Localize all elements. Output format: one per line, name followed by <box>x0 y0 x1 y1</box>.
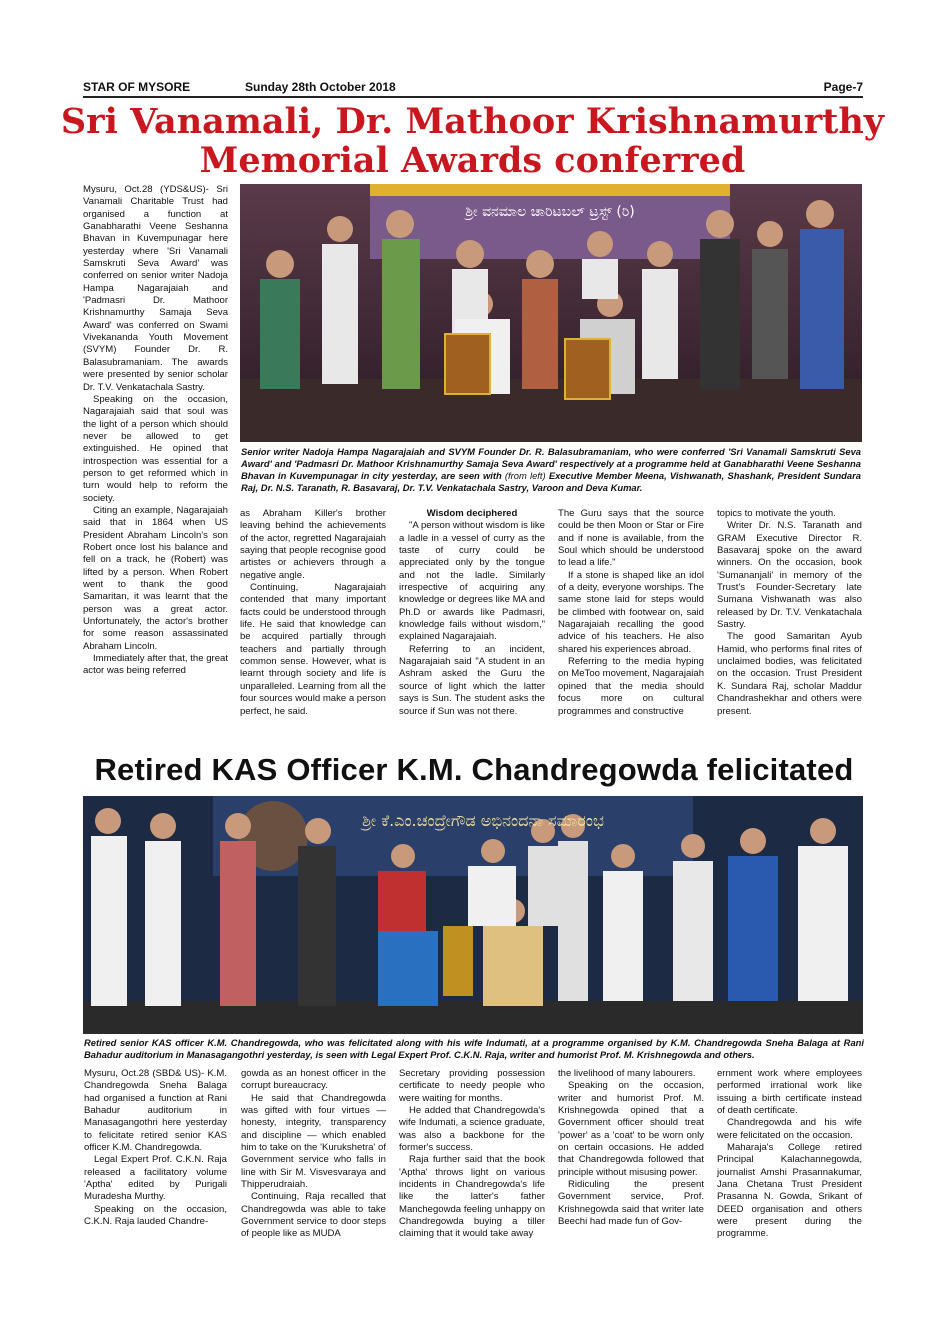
story1-para: If a stone is shaped like an idol of a deity, everyone worships. The same stone laid for steps would be climbed with footwear on, said Nagarajaiah recalling the good advice of his teachers. He also shared his experiences abroad. <box>558 569 704 655</box>
story2-para: Chandregowda and his wife were felicitated on the occasion. <box>717 1117 862 1141</box>
story2-para: He added that Chandregowda's wife Indumati, a science graduate, was also a backbone for the former's success. <box>399 1105 545 1154</box>
story2-para: ernment work where employees performed irrational work like issuing a birth certificate instead of death certificate. <box>717 1068 862 1117</box>
story2-column-5 <box>717 1068 862 1241</box>
story2-para: Mysuru, Oct.28 (SBD& US)- K.M. Chandregowda Sneha Balaga had organised a function at Rani Bahadur auditorium in Manasagangothri here yesterday to felicitate retired senior KAS officer K.M. Chandregowda. <box>84 1068 227 1154</box>
paper-name: STAR OF MYSORE <box>83 80 191 94</box>
story1-lead-para: Immediately after that, the great actor was being referred <box>83 653 228 677</box>
story1-lead-para: Mysuru, Oct.28 (YDS&US)- Sri Vanamali Charitable Trust had organised a function at Ganabharathi Veene Seshanna Bhavan in Kuvempunagar here yesterday where 'Sri Vanamali Samskruti Seva Award' was conferred on senior writer Nadoja Hampa Nagarajaiah and 'Padmasri Dr. Mathoor Krishnamurthy Samaja Seva Award' was conferred on Swami Vivekananda Youth Movement (SVYM) Founder Dr. R. Balasubramaniam. The awards were presented by senior scholar Dr. T.V. Venkatachala Sastry. <box>83 184 228 393</box>
story2-para: gowda as an honest officer in the corrupt bureaucracy. <box>241 1068 386 1092</box>
caption-part: Senior writer Nadoja Hampa Nagarajaiah and SVYM Founder Dr. R. Balasubramaniam, who were conferred 'Sri Vanamali Samskruti Seva Award' and 'Padmasri Dr. Mathoor Krishnamurthy Samaja Seva Award' respectively at a programme held at Ganabharathi Veene Seshanna Bhavan in Kuvempunagar in city yesterday, are seen with <box>241 446 861 482</box>
story2-para: the livelihood of many labourers. <box>558 1068 696 1079</box>
caption-part: Executive Member Meena, Vishwanath, Shashank, President Sundara Raj, Dr. N.S. Taranath, R. Basavaraj, Dr. T.V. Venkatachala Sastry, Varoon and Deva Kumar. <box>241 470 861 494</box>
story2-para: Speaking on the occasion, writer and humorist Prof. M. Krishnegowda opined that a Government officer should treat 'power' as a 'coat' to be worn only on certain occasions. He added that Chandregowda followed that principle without misusing power. <box>558 1080 704 1178</box>
story2-column-3 <box>399 1068 545 1241</box>
story1-para: Referring to an incident, Nagarajaiah said "A student in an Ashram asked the Guru the source of light which the latter says is Sun. The student asks the source if Sun was not there. <box>399 643 545 717</box>
story1-para: topics to motivate the youth. <box>717 508 836 519</box>
story1-para: The Guru says that the source could be then Moon or Star or Fire and if none is available, from the Soul which should be understood to lead a life." <box>558 508 704 569</box>
story1-para: as Abraham Killer's brother leaving behind the achievements of the actor, regretted Nagarajaiah saying that people recognise good artistes or achievers through a negative angle. <box>240 508 386 581</box>
story1-para: Referring to the media hyping on MeToo movement, Nagarajaiah opined that the media should focus more on cultural programmes and constructive <box>558 656 704 717</box>
story2-headline: Retired KAS Officer K.M. Chandregowda felicitated <box>94 752 854 787</box>
story2-para: Secretary providing possession certificate to needy people who were waiting for months. <box>399 1068 545 1104</box>
story2-para: Ridiculing the present Government service, Prof. Krishnegowda said that writer late Beechi had made fun of Gov- <box>558 1179 704 1228</box>
story1-para: The good Samaritan Ayub Hamid, who performs final rites of unclaimed bodies, was felicitated on the occasion. Trust President K. Sundara Raj, scholar Maddur Chandrashekhar and others were present. <box>717 631 862 717</box>
story2-para: Raja further said that the book 'Aptha' throws light on various incidents in Chandregowda's life like the latter's father Manchegowda feeling unhappy on Chandregowda buying a tiller claiming that it would take away <box>399 1154 545 1240</box>
story2-para: Continuing, Raja recalled that Chandregowda was able to take Government service to door steps of people like as MUDA <box>241 1191 386 1240</box>
story1-award-photo <box>240 184 862 442</box>
story2-column-1 <box>84 1068 227 1228</box>
story1-para: "A person without wisdom is like a ladle in a vessel of curry as the taste of curry could be appreciated only by the tongue and not the ladle. Similarly irrespective of acquiring any knowledge or degrees like MA and Ph.D or awards like Padmasri, knowledge fails without wisdom," explained Nagarajaiah. <box>399 520 545 643</box>
story1-lead-column <box>83 184 228 678</box>
page-number: Page-7 <box>823 80 863 94</box>
story2-para: Maharaja's College retired Principal Kalachannegowda, journalist Amshi Prasannakumar, Jana Chetana Trust President Prasanna N. Gowda, Srikant of DEED organisation and others were present during the programme. <box>717 1142 862 1240</box>
caption-from-left: (from left) <box>504 470 546 482</box>
issue-date: Sunday 28th October 2018 <box>245 80 396 94</box>
story1-lead-para: Citing an example, Nagarajaiah said that in 1864 when US President Abraham Lincoln's son Robert once lost his balance and fell on a track, he (Robert) was lifted by a person. When Robert went to thank the good Samaritan, it was learnt that the person was a great actor. Unfortunately, the actor's brother for some reason assassinated Abraham Lincoln. <box>83 504 228 652</box>
story2-photo-caption: Retired senior KAS officer K.M. Chandregowda, who was felicitated along with his wife Indumati, at a programme organised by K.M. Chandregowda Sneha Balaga at Rani Bahadur auditorium in Manasagangothri yesterday, is seen with Legal Expert Prof. C.K.N. Raja, writer and humorist Prof. M. Krishnegowda and others. <box>84 1037 864 1061</box>
story1-photo-caption <box>241 446 861 494</box>
story1-column-2 <box>240 508 386 718</box>
story1-headline-line1: Sri Vanamali, Dr. Mathoor Krishnamurthy <box>60 101 885 142</box>
story2-banner-text: ಶ್ರೀ ಕೆ.ಎಂ.ಚಂದ್ರೇಗೌಡ ಅಭಿನಂದನಾ ಸಮಾರಂಭ <box>362 811 604 830</box>
story2-felicitation-photo <box>83 796 863 1034</box>
story1-para: Writer Dr. N.S. Taranath and GRAM Executive Director R. Basavaraj spoke on the award winners. On the occasion, book 'Sumananjali' in memory of the Trust's Founder-Secretary late Sumana Vishwanath was also released by Dr. T.V. Venkatachala Sastry. <box>717 520 862 631</box>
story1-para: Continuing, Nagarajaiah contended that many important facts could be understood through life. He said that knowledge can be acquired partially through teachers and partially through common sense. However, what is learnt through society and life is unparalleled. Learning from all the four sources would make a person perfect, he said. <box>240 582 386 717</box>
story1-banner-text: ಶ್ರೀ ವನಮಾಲ ಚಾರಿಟಬಲ್ ಟ್ರಸ್ಟ್ (ರಿ) <box>465 204 635 220</box>
story2-column-2 <box>241 1068 386 1241</box>
story2-para: Speaking on the occasion, C.K.N. Raja lauded Chandre- <box>84 1203 227 1228</box>
story1-lead-para: Speaking on the occasion, Nagarajaiah said that soul was the light of a person which should never be allowed to get extinguished. He opined that introspection was essential for a person to get reformed which in turn would help to reform the society. <box>83 393 228 504</box>
story1-column-4 <box>558 508 704 718</box>
story2-column-4 <box>558 1068 704 1228</box>
story2-para: Legal Expert Prof. C.K.N. Raja released a facilitatory volume 'Aptha' edited by Purigali Muradesha Murthy. <box>84 1154 227 1203</box>
story1-subhead: Wisdom deciphered <box>426 508 518 519</box>
story1-column-3 <box>399 508 545 718</box>
story1-column-5 <box>717 508 862 718</box>
masthead <box>83 80 863 98</box>
story2-para: He said that Chandregowda was gifted with four virtues — honesty, integrity, transparency and discipline — which enabled him to take on the 'Kurukshetra' of Government service who falls in line with Sir M. Visvesvaraya and Thipperudraiah. <box>241 1092 386 1191</box>
story1-headline-line2: Memorial Awards conferred <box>199 140 746 181</box>
